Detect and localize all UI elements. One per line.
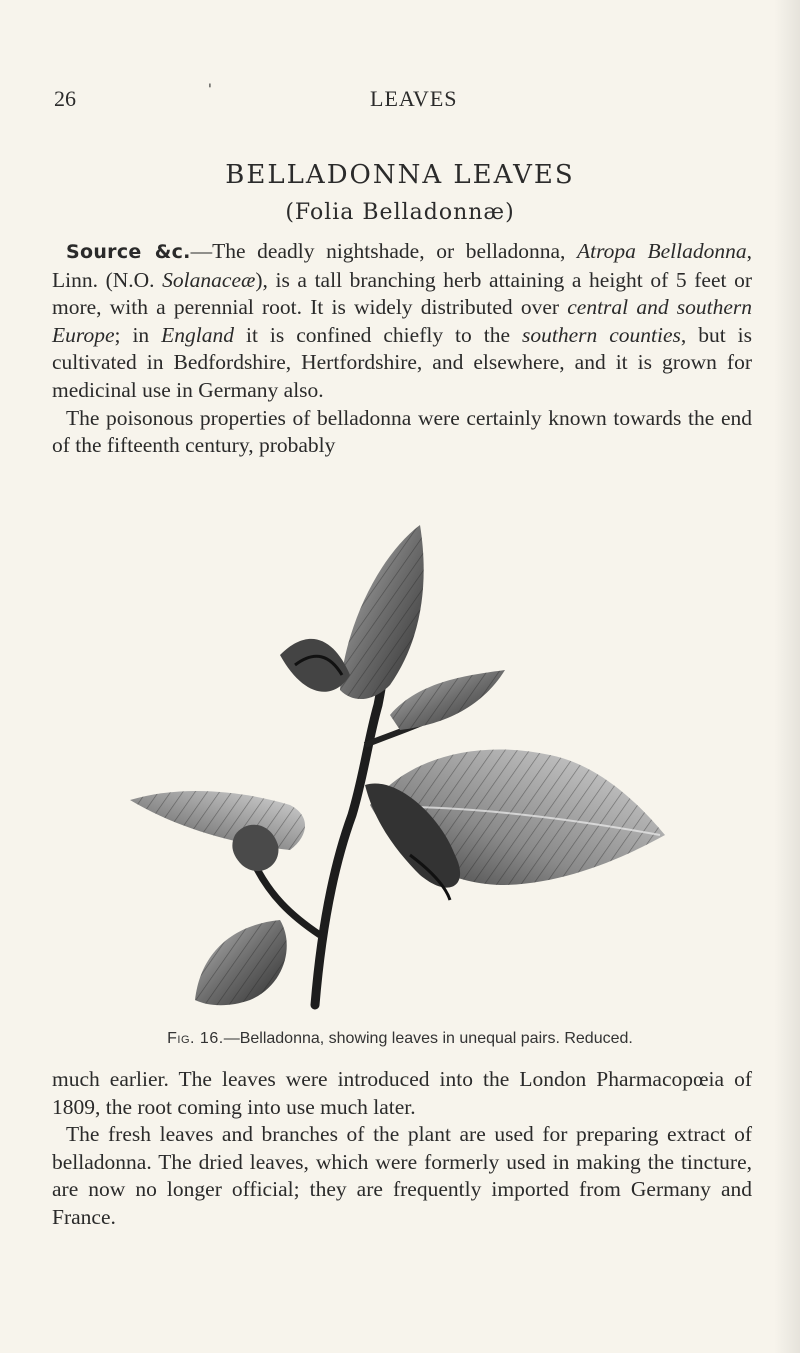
section-title: BELLADONNA LEAVES — [225, 160, 575, 190]
figure-caption — [0, 1030, 800, 1048]
running-head — [0, 82, 800, 116]
text-run: much earlier. The leaves were introduced into the London Pharmacopœia of 1809, the root coming into use much later. — [52, 1067, 752, 1119]
species-name: Atropa Belladonna — [576, 239, 747, 263]
text-run: —The deadly nightshade, or belladonna, — [190, 239, 577, 263]
paragraph-source — [52, 238, 752, 460]
page-number: 26 — [54, 86, 76, 111]
running-head-mark: ' — [208, 82, 212, 98]
country-name: England — [161, 322, 234, 347]
text-run: ; in — [114, 322, 162, 347]
figure-caption-text: —Belladonna, showing leaves in unequal pairs. Reduced. — [223, 1030, 633, 1047]
running-head-title: LEAVES — [370, 86, 458, 111]
text-run: ), is a tall branching herb attaining a height of 5 feet or more, with a perennial root. It is widely distributed over — [52, 267, 752, 320]
figure-label: Fig. 16. — [167, 1030, 224, 1047]
text-run: The fresh leaves and branches of the plant are used for preparing extract of belladonna. The dried leaves, which were formerly used in making the tincture, are now no longer official; they are frequently imported from Germany and France. — [52, 1122, 752, 1229]
family-name: Solanaceæ — [162, 267, 256, 292]
text-run: it is confined chiefly to the — [234, 322, 522, 347]
text-run: , but is cultivated in Bedfordshire, Hertfordshire, and elsewhere, and it is grown for medicinal use in Germany also. — [52, 322, 752, 402]
text-run: The poisonous properties of belladonna were certainly known towards the end of the fifteenth century, probably — [52, 405, 752, 458]
belladonna-illustration — [120, 515, 680, 1025]
flower-bud — [280, 639, 350, 692]
paragraph-usage — [52, 1066, 752, 1232]
region-name: southern counties — [521, 322, 681, 347]
paragraph-lead: Source &c. — [66, 241, 191, 263]
text-run: , Linn. (N.O. — [52, 239, 752, 292]
latin-title: (Folia Belladonnæ) — [285, 200, 515, 225]
region-name: central and southern Europe — [52, 295, 753, 347]
